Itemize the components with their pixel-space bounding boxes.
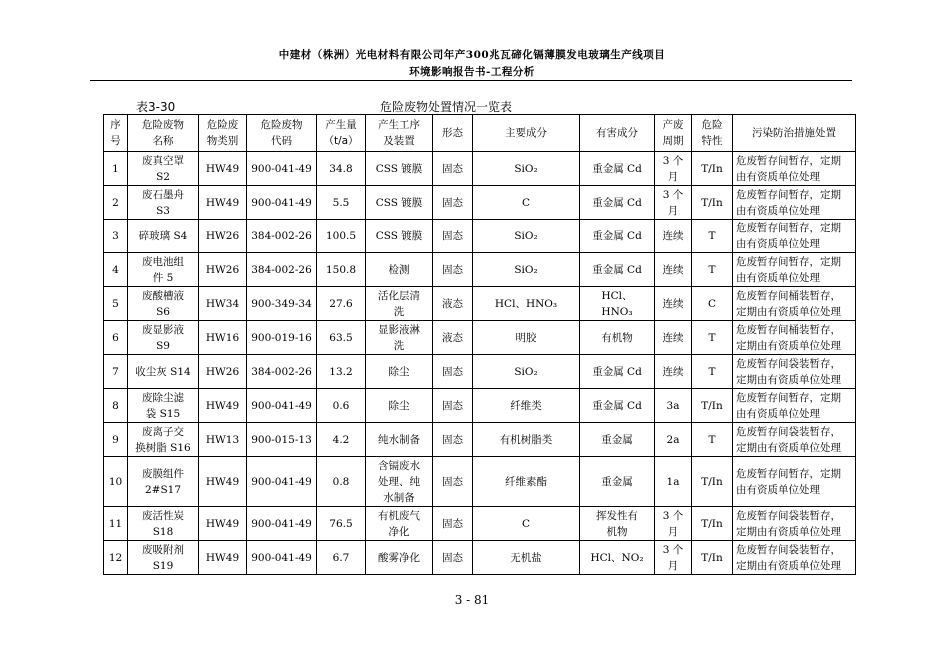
table-cell [128, 152, 199, 186]
table-cell [580, 220, 655, 253]
table-cell: 10 [104, 457, 128, 507]
table-cell: 无机盐 [473, 541, 580, 575]
table-cell [366, 186, 433, 220]
table-cell: HW26 [199, 253, 247, 287]
table-cell [366, 507, 433, 541]
table-cell: T/In [692, 457, 733, 507]
cell-line: 洗 [393, 339, 405, 352]
cell-line: 3 个 [662, 188, 684, 201]
table-cell: 900-041-49 [247, 457, 317, 507]
table-cell: T [692, 220, 733, 253]
table-cell [655, 423, 692, 457]
table-cell [128, 287, 199, 321]
column-header-line: 代码 [271, 135, 292, 147]
table-cell [128, 541, 199, 575]
table-row [104, 321, 856, 355]
column-header-line: 危险废 [206, 119, 239, 131]
cell-line: 换树脂 S16 [135, 441, 191, 454]
cell-line: 由有资质单位处理 [736, 483, 820, 496]
table-cell: SiO₂ [473, 220, 580, 253]
cell-line: 纯水制备 [378, 433, 420, 446]
table-cell: 384-002-26 [247, 253, 317, 287]
table-cell: 12 [104, 541, 128, 575]
table-cell [128, 355, 199, 389]
cell-line: 废电池组 [142, 255, 184, 268]
cell-line: S19 [152, 559, 174, 572]
column-header-line: 有害成分 [596, 127, 638, 139]
column-header [733, 115, 856, 152]
table-cell [733, 457, 856, 507]
table-cell: T [692, 355, 733, 389]
table-cell [580, 186, 655, 220]
column-header-line: （t/a） [323, 135, 359, 147]
column-header [366, 115, 433, 152]
cell-line: 废石墨舟 [142, 188, 184, 201]
table-cell [733, 152, 856, 186]
table-cell: SiO₂ [473, 253, 580, 287]
column-header [692, 115, 733, 152]
table-cell [366, 321, 433, 355]
table-cell: HW49 [199, 457, 247, 507]
table-cell: C [473, 507, 580, 541]
document-header-subtitle: 环境影响报告书-工程分析 [409, 66, 535, 78]
table-cell [128, 457, 199, 507]
table-cell: 9 [104, 423, 128, 457]
column-header [655, 115, 692, 152]
table-cell: 液态 [433, 321, 473, 355]
table-cell: 固态 [433, 541, 473, 575]
cell-line: 危废暂存间袋装暂存， [736, 509, 841, 522]
cell-line: 除尘 [388, 399, 410, 412]
table-cell: HW49 [199, 186, 247, 220]
table-cell [128, 253, 199, 287]
table-cell: 有机树脂类 [473, 423, 580, 457]
table-cell: 900-019-16 [247, 321, 317, 355]
table-cell: T/In [692, 186, 733, 220]
column-header-line: 危险 [701, 119, 723, 131]
table-cell: HW49 [199, 507, 247, 541]
table-cell: T/In [692, 507, 733, 541]
cell-line: 显影液淋 [378, 323, 420, 336]
table-cell [366, 220, 433, 253]
table-row [104, 507, 856, 541]
table-row [104, 152, 856, 186]
table-cell [733, 287, 856, 321]
table-cell: HW49 [199, 541, 247, 575]
table-cell [733, 507, 856, 541]
cell-line: 由有资质单位处理 [736, 204, 820, 217]
cell-line: 重金属 Cd [592, 263, 642, 276]
table-cell: 63.5 [317, 321, 366, 355]
table-cell: HW26 [199, 220, 247, 253]
cell-line: 3 个 [662, 543, 684, 556]
table-cell [580, 541, 655, 575]
cell-line: 由有资质单位处理 [736, 238, 820, 250]
table-cell: HW49 [199, 389, 247, 423]
cell-line: 由有资质单位处理 [736, 407, 820, 420]
table-cell: 纤维类 [473, 389, 580, 423]
cell-line: 定期由有资质单位处理 [736, 305, 841, 318]
cell-line: HNO₃ [601, 305, 633, 318]
cell-line: 洗 [393, 305, 405, 318]
cell-line: 由有资质单位处理 [736, 271, 820, 284]
table-cell [655, 541, 692, 575]
table-cell [733, 186, 856, 220]
table-cell: T [692, 423, 733, 457]
table-cell: 6 [104, 321, 128, 355]
table-cell: 13.2 [317, 355, 366, 389]
cell-line: 危废暂存间袋装暂存， [736, 357, 841, 370]
cell-line: HCl、NO₂ [590, 551, 644, 564]
cell-line: 危废暂存间暂存，定期 [736, 222, 841, 234]
table-cell [655, 507, 692, 541]
table-cell: 11 [104, 507, 128, 541]
table-cell [580, 457, 655, 507]
cell-line: S3 [156, 204, 170, 217]
column-header-line: 危险废物 [142, 119, 184, 131]
table-cell: 明胶 [473, 321, 580, 355]
column-header-line: 污染防治措施处置 [752, 127, 836, 139]
table-cell: 5 [104, 287, 128, 321]
table-cell: 4.2 [317, 423, 366, 457]
table-cell [655, 389, 692, 423]
table-cell [655, 457, 692, 507]
table-cell: 1 [104, 152, 128, 186]
cell-line: 2a [666, 433, 680, 446]
table-cell: 150.8 [317, 253, 366, 287]
cell-line: 连续 [662, 365, 684, 378]
column-header [317, 115, 366, 152]
table-cell: T/In [692, 152, 733, 186]
table-cell: 固态 [433, 389, 473, 423]
cell-line: 危废暂存间暂存，定期 [736, 154, 841, 167]
table-cell: HW49 [199, 152, 247, 186]
table-cell: 固态 [433, 186, 473, 220]
table-cell [733, 541, 856, 575]
table-cell [733, 321, 856, 355]
column-header [199, 115, 247, 152]
table-cell: HW26 [199, 355, 247, 389]
table-cell [128, 321, 199, 355]
table-cell [580, 152, 655, 186]
table-cell [128, 186, 199, 220]
table-cell: 2 [104, 186, 128, 220]
table-cell: 900-349-34 [247, 287, 317, 321]
table-row [104, 457, 856, 507]
table-cell [128, 389, 199, 423]
cell-line: 重金属 [601, 475, 633, 488]
cell-line: 件 5 [152, 271, 174, 284]
table-cell [580, 321, 655, 355]
table-row [104, 389, 856, 423]
cell-line: 挥发性有 [596, 509, 638, 522]
table-cell: 固态 [433, 507, 473, 541]
table-row [104, 423, 856, 457]
table-cell [733, 423, 856, 457]
cell-line: 定期由有资质单位处理 [736, 373, 841, 386]
column-header [433, 115, 473, 152]
table-row [104, 287, 856, 321]
table-cell: 固态 [433, 220, 473, 253]
table-title: 危险废物处置情况一览表 [380, 100, 513, 114]
column-header [247, 115, 317, 152]
cell-line: 定期由有资质单位处理 [736, 559, 841, 572]
cell-line: 有机废气 [378, 509, 420, 522]
table-row [104, 253, 856, 287]
table-cell [366, 541, 433, 575]
cell-line: CSS 镀膜 [375, 196, 423, 209]
table-cell [655, 220, 692, 253]
column-header-line: 及装置 [383, 135, 415, 147]
column-header [104, 115, 128, 152]
column-header-line: 产生量 [325, 119, 357, 131]
table-cell [655, 321, 692, 355]
table-cell: 固态 [433, 152, 473, 186]
cell-line: 废吸附剂 [142, 543, 184, 556]
table-header-row [104, 115, 856, 152]
cell-line: 废活性炭 [142, 509, 184, 522]
table-cell [366, 355, 433, 389]
column-header [473, 115, 580, 152]
table-cell: 900-041-49 [247, 389, 317, 423]
cell-line: 危废暂存间暂存，定期 [736, 255, 841, 268]
table-row [104, 186, 856, 220]
cell-line: 废酸槽液 [142, 289, 184, 302]
column-header [580, 115, 655, 152]
cell-line: 废真空罩 [142, 154, 184, 167]
table-cell: 液态 [433, 287, 473, 321]
table-cell: 76.5 [317, 507, 366, 541]
cell-line: 3 个 [662, 509, 684, 522]
column-header-line: 名称 [152, 135, 174, 147]
table-cell [366, 253, 433, 287]
cell-line: 重金属 Cd [592, 399, 642, 412]
cell-line: 袋 S15 [145, 407, 181, 420]
table-cell: C [692, 287, 733, 321]
column-header-line: 特性 [701, 135, 723, 147]
cell-line: 3a [666, 399, 680, 412]
cell-line: 3 个 [662, 154, 684, 167]
table-cell [366, 389, 433, 423]
column-header-line: 物类别 [206, 135, 239, 147]
cell-line: 2#S17 [144, 483, 182, 496]
table-cell: 384-002-26 [247, 355, 317, 389]
cell-line: 废除尘滤 [142, 391, 184, 404]
table-cell: 384-002-26 [247, 220, 317, 253]
table-cell: 900-041-49 [247, 507, 317, 541]
table-cell [733, 389, 856, 423]
table-cell: 固态 [433, 355, 473, 389]
table-cell [366, 457, 433, 507]
cell-line: 重金属 Cd [592, 196, 642, 209]
table-cell [580, 507, 655, 541]
cell-line: HCl、 [601, 289, 633, 302]
cell-line: 有机物 [601, 331, 633, 344]
table-cell [580, 287, 655, 321]
table-cell: 4 [104, 253, 128, 287]
column-header-line: 产生工序 [378, 119, 420, 131]
table-cell: 900-041-49 [247, 152, 317, 186]
table-cell [733, 253, 856, 287]
cell-line: S6 [156, 305, 170, 318]
table-cell: 34.8 [317, 152, 366, 186]
cell-line: 危废暂存间桶装暂存， [736, 289, 841, 302]
cell-line: 危废暂存间暂存，定期 [736, 467, 841, 480]
table-cell: 3 [104, 220, 128, 253]
header-divider [90, 80, 852, 81]
cell-line: 水制备 [383, 491, 415, 504]
table-cell [128, 423, 199, 457]
table-cell: T/In [692, 541, 733, 575]
table-cell: 27.6 [317, 287, 366, 321]
cell-line: 重金属 [601, 433, 633, 446]
table-cell: 固态 [433, 423, 473, 457]
column-header-line: 产废 [662, 119, 684, 131]
table-cell [580, 253, 655, 287]
cell-line: 含镉废水 [378, 459, 420, 472]
cell-line: 连续 [662, 230, 684, 242]
cell-line: 废显影液 [142, 323, 184, 336]
table-cell [655, 186, 692, 220]
table-cell: 100.5 [317, 220, 366, 253]
table-cell [128, 507, 199, 541]
cell-line: 机物 [606, 525, 628, 538]
table-cell [366, 152, 433, 186]
table-cell [128, 220, 199, 253]
cell-line: 危废暂存间袋装暂存， [736, 425, 841, 438]
cell-line: 定期由有资质单位处理 [736, 525, 841, 538]
table-cell: HW16 [199, 321, 247, 355]
column-header-line: 周期 [662, 135, 684, 147]
page-number: 3 - 81 [454, 593, 490, 607]
table-cell: SiO₂ [473, 152, 580, 186]
table-cell: HW34 [199, 287, 247, 321]
table-cell: 6.7 [317, 541, 366, 575]
cell-line: 月 [667, 559, 679, 572]
table-cell: 900-015-13 [247, 423, 317, 457]
cell-line: S18 [152, 525, 174, 538]
cell-line: 危废暂存间袋装暂存， [736, 543, 841, 556]
table-cell: 固态 [433, 457, 473, 507]
cell-line: S2 [156, 170, 170, 183]
table-cell [733, 220, 856, 253]
table-cell: 5.5 [317, 186, 366, 220]
table-cell: T [692, 253, 733, 287]
table-row [104, 355, 856, 389]
cell-line: 重金属 Cd [592, 162, 642, 175]
table-cell: 纤维素酯 [473, 457, 580, 507]
cell-line: 酸雾净化 [378, 551, 420, 564]
table-cell [655, 355, 692, 389]
table-cell [580, 355, 655, 389]
cell-line: S9 [156, 339, 170, 352]
column-header-line: 主要成分 [505, 127, 547, 139]
table-number: 表3-30 [136, 100, 176, 114]
cell-line: 月 [667, 525, 679, 538]
table-cell: C [473, 186, 580, 220]
cell-line: 活化层清 [378, 289, 420, 302]
table-cell [655, 152, 692, 186]
hazardous-waste-table [103, 114, 856, 575]
table-cell [580, 423, 655, 457]
cell-line: 连续 [662, 263, 684, 276]
table-cell: 0.6 [317, 389, 366, 423]
cell-line: 危废暂存间桶装暂存， [736, 323, 841, 336]
table-row [104, 541, 856, 575]
table-cell [366, 423, 433, 457]
table-cell [655, 287, 692, 321]
cell-line: 危废暂存间暂存，定期 [736, 188, 841, 201]
table-cell [655, 253, 692, 287]
table-cell: 固态 [433, 253, 473, 287]
cell-line: 检测 [388, 263, 410, 276]
cell-line: 定期由有资质单位处理 [736, 339, 841, 352]
table-row [104, 220, 856, 253]
table-cell: T/In [692, 389, 733, 423]
column-header-line: 号 [110, 135, 121, 147]
column-header-line: 序 [110, 119, 121, 131]
table-cell [733, 355, 856, 389]
table-cell: HCl、HNO₃ [473, 287, 580, 321]
table-cell: 0.8 [317, 457, 366, 507]
cell-line: 除尘 [388, 365, 410, 378]
cell-line: 收尘灰 S14 [135, 365, 191, 378]
column-header-line: 危险废物 [260, 119, 303, 131]
table-cell [580, 389, 655, 423]
column-header [128, 115, 199, 152]
cell-line: 连续 [662, 331, 684, 344]
cell-line: 由有资质单位处理 [736, 170, 820, 183]
cell-line: 重金属 Cd [592, 365, 642, 378]
cell-line: CSS 镀膜 [375, 162, 423, 175]
table-cell [366, 287, 433, 321]
cell-line: 危废暂存间暂存，定期 [736, 391, 841, 404]
cell-line: 月 [667, 170, 679, 183]
table-cell: 8 [104, 389, 128, 423]
cell-line: 处理、纯 [378, 475, 420, 488]
cell-line: 定期由有资质单位处理 [736, 441, 841, 454]
table-cell: 900-041-49 [247, 186, 317, 220]
table-cell: HW13 [199, 423, 247, 457]
document-header-title: 中建材（株洲）光电材料有限公司年产300兆瓦碲化镉薄膜发电玻璃生产线项目 [278, 49, 666, 61]
table-cell: 900-041-49 [247, 541, 317, 575]
cell-line: 1a [666, 475, 680, 488]
cell-line: 连续 [662, 297, 684, 310]
cell-line: 重金属 Cd [592, 230, 642, 242]
column-header-line: 形态 [442, 127, 463, 139]
cell-line: 碎玻璃 S4 [138, 230, 188, 242]
cell-line: 净化 [388, 525, 410, 538]
table-cell: SiO₂ [473, 355, 580, 389]
cell-line: 月 [667, 204, 679, 217]
cell-line: 废膜组件 [142, 467, 184, 480]
table-cell: 7 [104, 355, 128, 389]
cell-line: 废离子交 [142, 425, 184, 438]
table-cell: T [692, 321, 733, 355]
cell-line: CSS 镀膜 [375, 230, 423, 242]
